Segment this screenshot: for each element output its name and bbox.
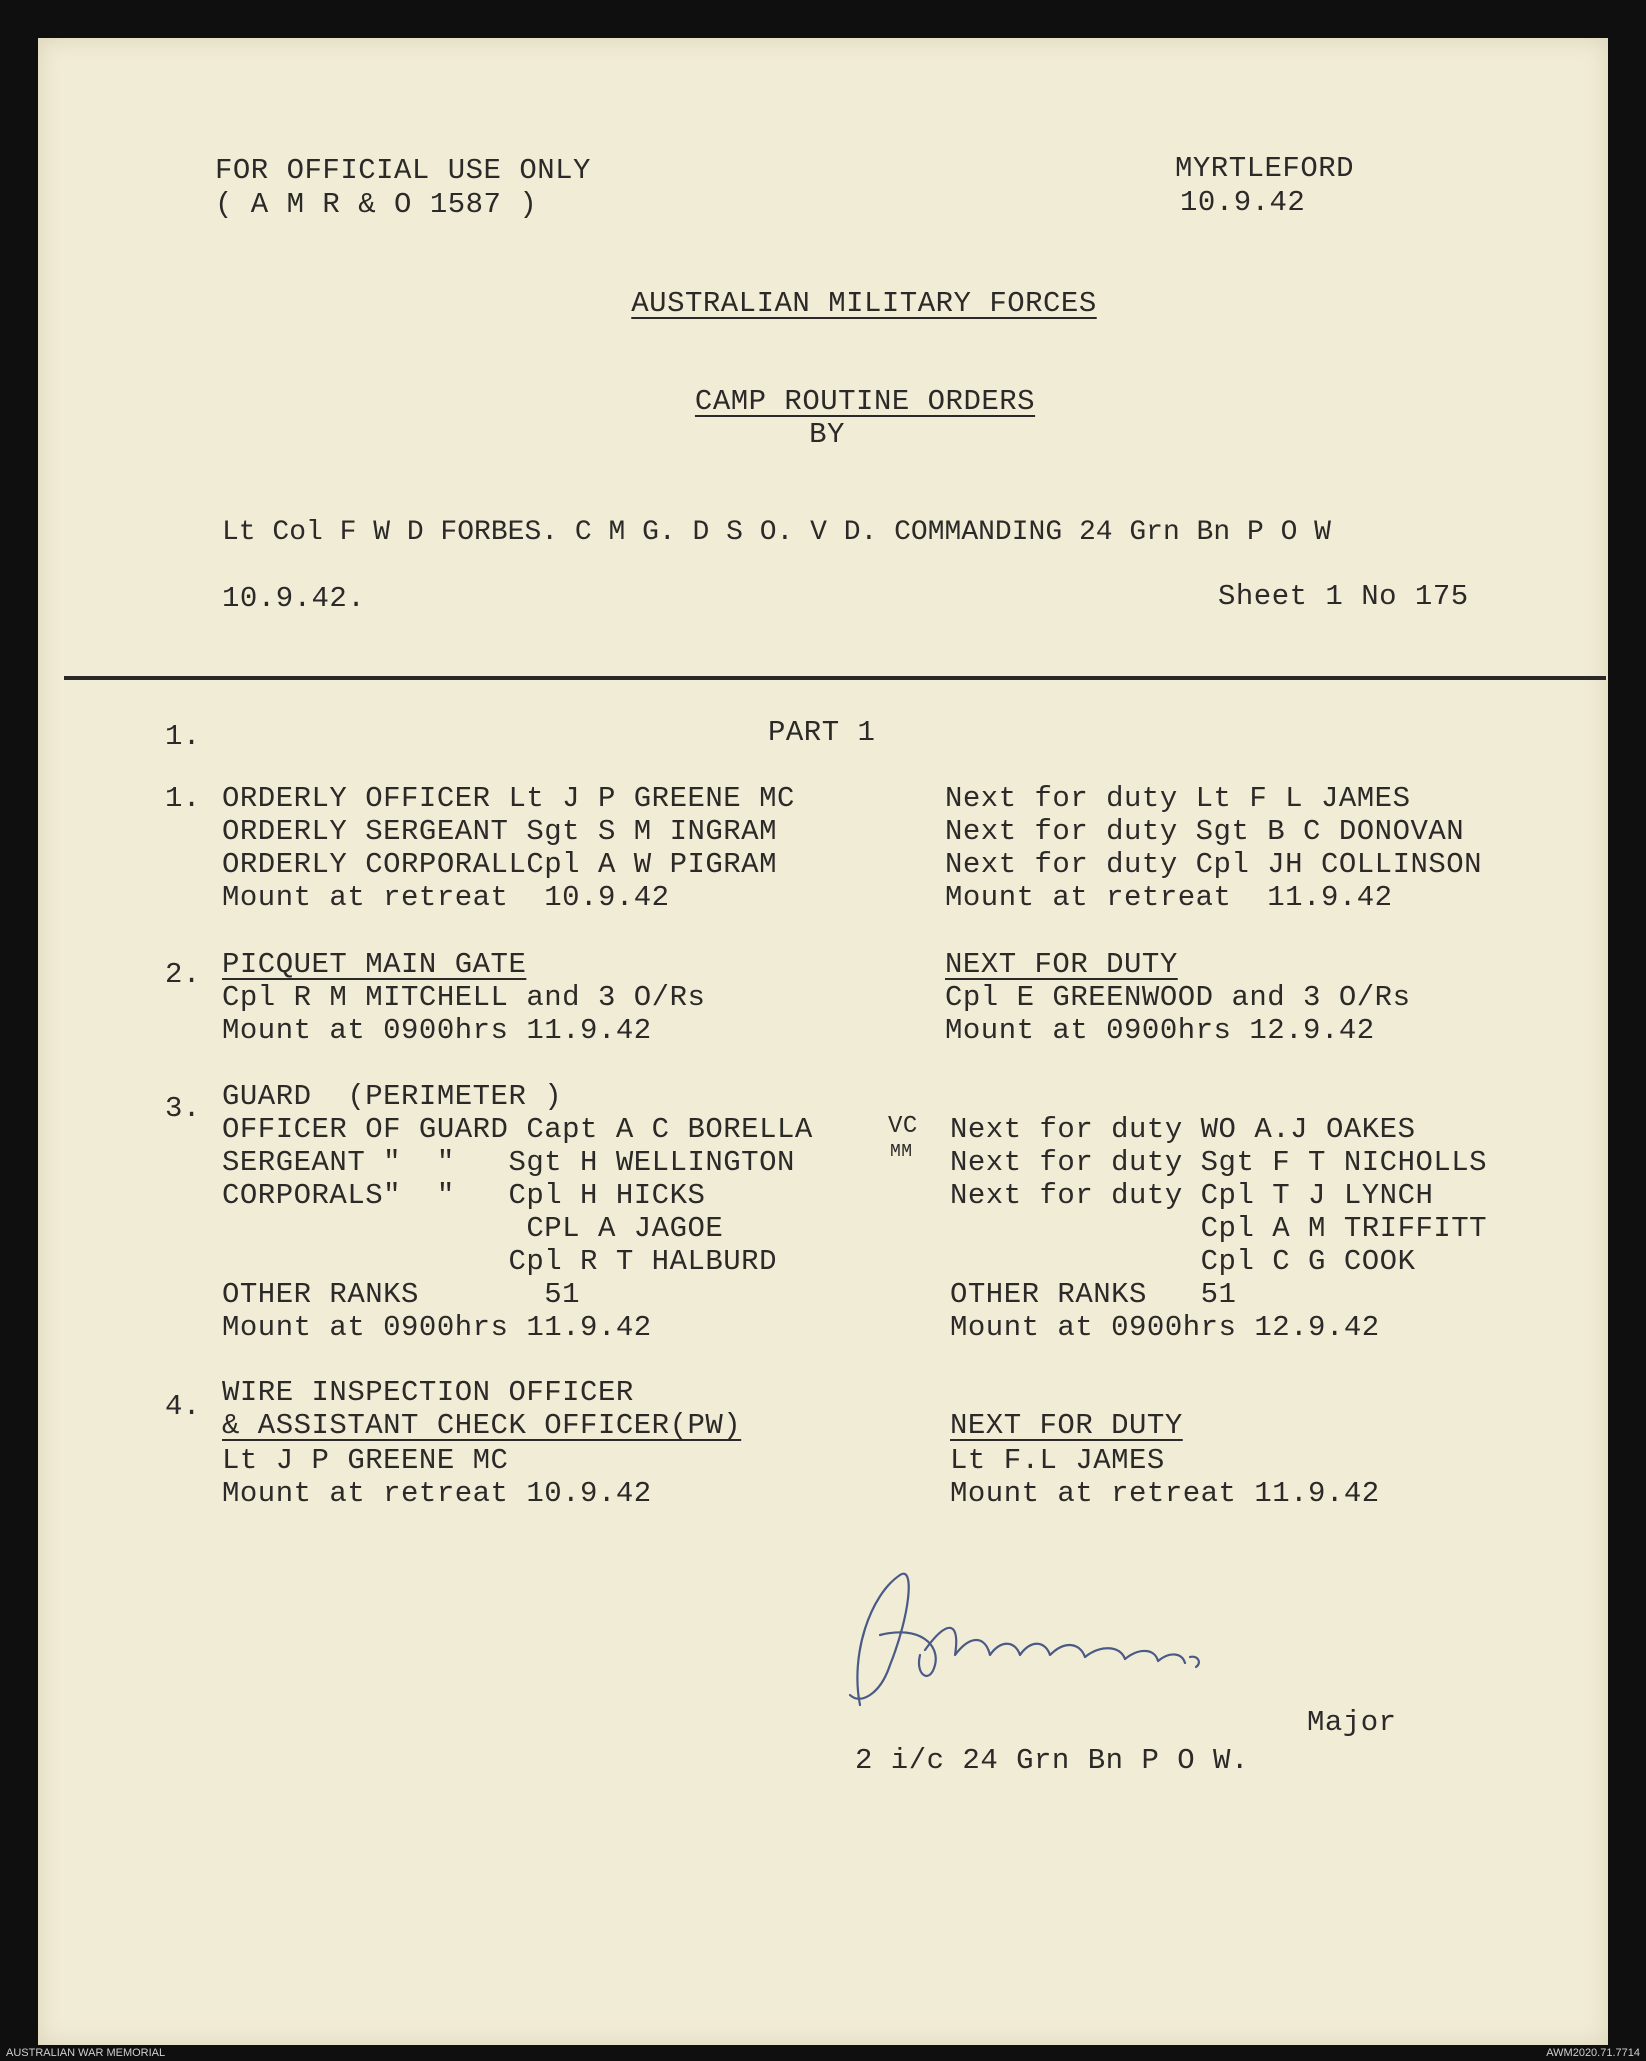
archive-credit: AUSTRALIAN WAR MEMORIAL [6, 2047, 166, 2059]
list-item: CORPORALS" " Cpl H HICKS [222, 1179, 706, 1212]
section-heading: NEXT FOR DUTY [945, 948, 1178, 981]
list-item: Lt F.L JAMES [950, 1444, 1165, 1477]
decoration-mm: MM [890, 1142, 913, 1162]
list-item: OTHER RANKS 51 [950, 1278, 1237, 1311]
list-item: Cpl R M MITCHELL and 3 O/Rs [222, 981, 706, 1014]
horizontal-rule [64, 676, 1606, 680]
heading-by: BY [809, 418, 845, 451]
list-item: Cpl C G COOK [950, 1245, 1416, 1278]
header-date: 10.9.42 [1180, 186, 1306, 219]
list-item: CPL A JAGOE [222, 1212, 724, 1245]
list-item: Next for duty WO A.J OAKES [950, 1113, 1416, 1146]
list-item: Mount at retreat 11.9.42 [945, 881, 1393, 914]
section-heading: & ASSISTANT CHECK OFFICER(PW) [222, 1409, 742, 1442]
list-item: Mount at 0900hrs 12.9.42 [945, 1014, 1375, 1047]
list-item: Cpl R T HALBURD [222, 1245, 777, 1278]
sheet-number: Sheet 1 No 175 [1218, 580, 1469, 613]
section-heading: NEXT FOR DUTY [950, 1409, 1183, 1442]
archive-id: AWM2020.71.7714 [1546, 2047, 1640, 2059]
list-item: Lt J P GREENE MC [222, 1444, 509, 1477]
reference-number: ( A M R & O 1587 ) [215, 188, 538, 221]
list-item: ORDERLY OFFICER Lt J P GREENE MC [222, 782, 795, 815]
signatory-unit: 2 i/c 24 Grn Bn P O W. [855, 1744, 1249, 1777]
list-item: Mount at 0900hrs 11.9.42 [222, 1311, 652, 1344]
list-item: Next for duty Cpl T J LYNCH [950, 1179, 1434, 1212]
location: MYRTLEFORD [1175, 152, 1355, 185]
security-classification: FOR OFFICIAL USE ONLY [215, 154, 591, 187]
list-item: OFFICER OF GUARD Capt A C BORELLA [222, 1113, 813, 1146]
list-item: Next for duty Lt F L JAMES [945, 782, 1411, 815]
org-title: AUSTRALIAN MILITARY FORCES [631, 287, 1097, 320]
section-heading: GUARD (PERIMETER ) [222, 1080, 563, 1113]
list-item: Next for duty Sgt B C DONOVAN [945, 815, 1465, 848]
section-heading: PICQUET MAIN GATE [222, 948, 527, 981]
order-date: 10.9.42. [222, 582, 366, 615]
item-number: 2. [165, 958, 201, 991]
list-item: Cpl A M TRIFFITT [950, 1212, 1488, 1245]
list-item: Mount at retreat 10.9.42 [222, 1477, 652, 1510]
list-item: ORDERLY SERGEANT Sgt S M INGRAM [222, 815, 777, 848]
list-item: Next for duty Cpl JH COLLINSON [945, 848, 1483, 881]
list-item: ORDERLY CORPORALLCpl A W PIGRAM [222, 848, 777, 881]
part-title: PART 1 [768, 716, 876, 749]
signatory-rank: Major [1307, 1706, 1397, 1739]
list-item: Next for duty Sgt F T NICHOLLS [950, 1146, 1488, 1179]
part-number: 1. [165, 720, 201, 753]
item-number: 4. [165, 1390, 201, 1423]
item-number: 3. [165, 1092, 201, 1125]
list-item: SERGEANT " " Sgt H WELLINGTON [222, 1146, 795, 1179]
section-heading: WIRE INSPECTION OFFICER [222, 1376, 634, 1409]
handwritten-signature [820, 1555, 1260, 1715]
decoration-vc: VC [888, 1113, 918, 1140]
list-item: Mount at 0900hrs 11.9.42 [222, 1014, 652, 1047]
list-item: Mount at retreat 11.9.42 [950, 1477, 1380, 1510]
list-item: Mount at retreat 10.9.42 [222, 881, 670, 914]
document-heading: CAMP ROUTINE ORDERS [694, 385, 1036, 418]
list-item: Cpl E GREENWOOD and 3 O/Rs [945, 981, 1411, 1014]
commander-line: Lt Col F W D FORBES. C M G. D S O. V D. COMMANDING 24 Grn Bn P O W [222, 517, 1331, 548]
item-number: 1. [165, 782, 201, 815]
list-item: OTHER RANKS 51 [222, 1278, 581, 1311]
list-item: Mount at 0900hrs 12.9.42 [950, 1311, 1380, 1344]
